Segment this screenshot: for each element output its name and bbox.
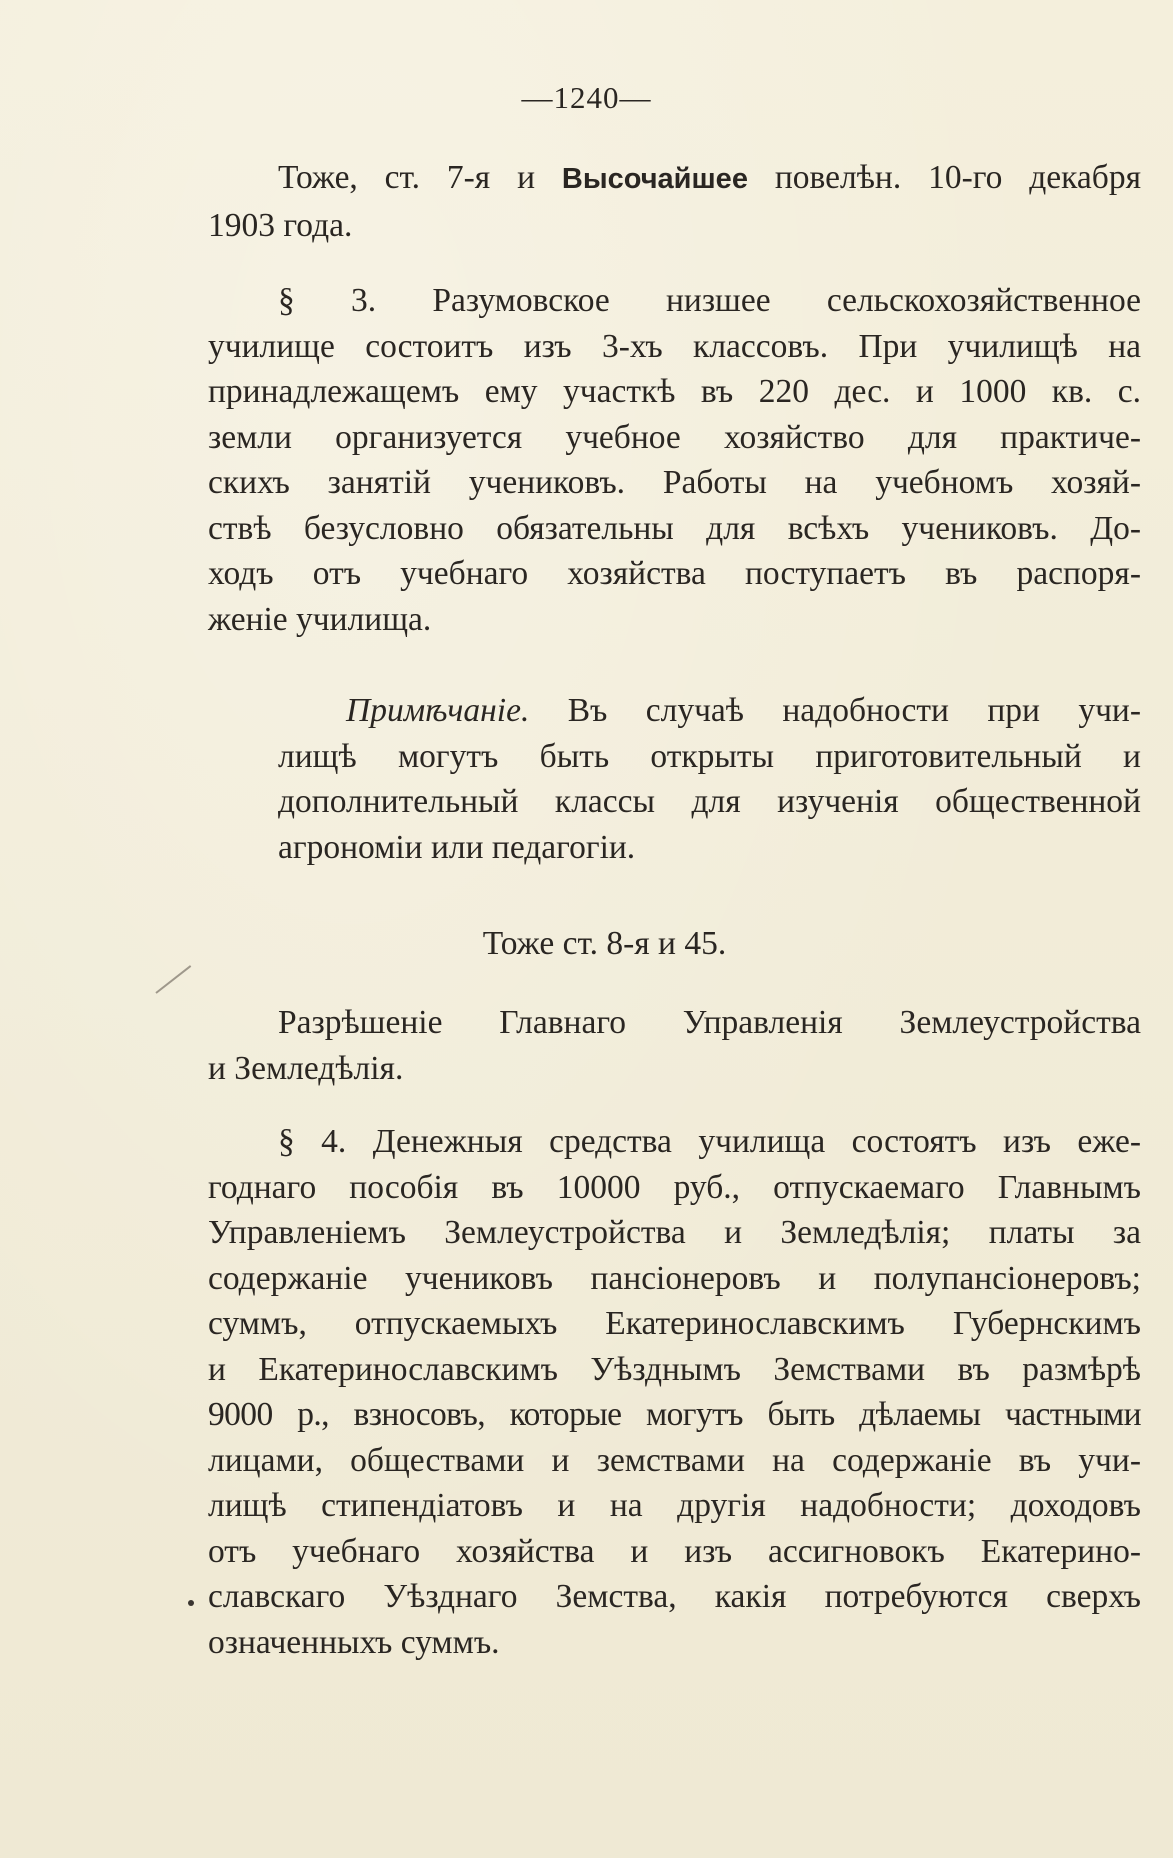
text-line: суммъ, отпускаемыхъ Екатеринославскимъ Губернскимъ bbox=[208, 1305, 1141, 1342]
note-label: Примѣчаніе. bbox=[346, 692, 530, 729]
text-span: Тоже, ст. 7-я и bbox=[278, 159, 562, 196]
text-line: и Екатеринославскимъ Уѣзднымъ Земствами въ размѣрѣ bbox=[208, 1350, 1141, 1388]
text-line: славскаго Уѣзднаго Земства, какія потребуются сверхъ bbox=[208, 1578, 1141, 1615]
text-line: 9000 р., взносовъ, которые могутъ быть дѣлаемы частными bbox=[208, 1396, 1141, 1433]
text-span: Въ случаѣ надобности при учи- bbox=[529, 692, 1141, 729]
text-line: § 3. Разумовское низшее сельскохозяйственное bbox=[278, 282, 1141, 319]
page-number: —1240— bbox=[521, 80, 652, 115]
reference-line: Тоже ст. 8-я и 45. bbox=[482, 925, 727, 962]
text-line: 1903 года. bbox=[208, 206, 353, 244]
margin-dot-mark bbox=[188, 1600, 194, 1606]
text-line: лицами, обществами и земствами на содержаніе въ учи- bbox=[208, 1441, 1141, 1479]
text-line bbox=[208, 155, 1141, 203]
section-4-paragraph bbox=[208, 1119, 1141, 1665]
section-3-paragraph bbox=[208, 278, 1141, 642]
text-line: скихъ занятій учениковъ. Работы на учебномъ хозяй- bbox=[208, 464, 1141, 501]
text-span: повелѣн. 10-го декабря bbox=[747, 159, 1141, 196]
text-line bbox=[278, 688, 1141, 734]
text-line: содержаніе учениковъ пансіонеровъ и полупансіонеровъ; bbox=[208, 1259, 1141, 1297]
text-line: ходъ отъ учебнаго хозяйства поступаетъ въ распоря- bbox=[208, 555, 1141, 592]
text-line: принадлежащемъ ему участкѣ въ 220 дес. и 1000 кв. с. bbox=[208, 373, 1141, 410]
text-line: училище состоитъ изъ 3-хъ классовъ. При училищѣ на bbox=[208, 327, 1141, 365]
note-paragraph bbox=[278, 688, 1141, 870]
text-line: отъ учебнаго хозяйства и изъ ассигновокъ Екатерино- bbox=[208, 1532, 1141, 1570]
reference-paragraph bbox=[208, 155, 1141, 248]
margin-pencil-mark bbox=[155, 965, 191, 994]
text-line: лищѣ могутъ быть открыты приготовительный и bbox=[278, 737, 1141, 775]
text-line: Управленіемъ Землеустройства и Земледѣлія; платы за bbox=[208, 1214, 1141, 1251]
text-line: означенныхъ суммъ. bbox=[208, 1623, 500, 1661]
text-line: годнаго пособія въ 10000 руб., отпускаемаго Главнымъ bbox=[208, 1168, 1141, 1206]
text-line: и Земледѣлія. bbox=[208, 1049, 404, 1087]
text-line: лищѣ стипендіатовъ и на другія надобности; доходовъ bbox=[208, 1487, 1141, 1524]
text-line: Разрѣшеніе Главнаго Управленія Землеустройства bbox=[278, 1004, 1141, 1041]
text-line: агрономіи или педагогіи. bbox=[278, 828, 636, 866]
text-line: ствѣ безусловно обязательны для всѣхъ учениковъ. До- bbox=[208, 509, 1141, 547]
permission-paragraph bbox=[208, 1000, 1141, 1091]
text-line: женіе училища. bbox=[208, 600, 432, 638]
text-line: § 4. Денежныя средства училища состоятъ изъ еже- bbox=[278, 1123, 1141, 1160]
text-line: дополнительный классы для изученія общественной bbox=[278, 783, 1141, 820]
text-line: земли организуется учебное хозяйство для практиче- bbox=[208, 418, 1141, 456]
bold-word: Высочайшее bbox=[561, 163, 748, 195]
